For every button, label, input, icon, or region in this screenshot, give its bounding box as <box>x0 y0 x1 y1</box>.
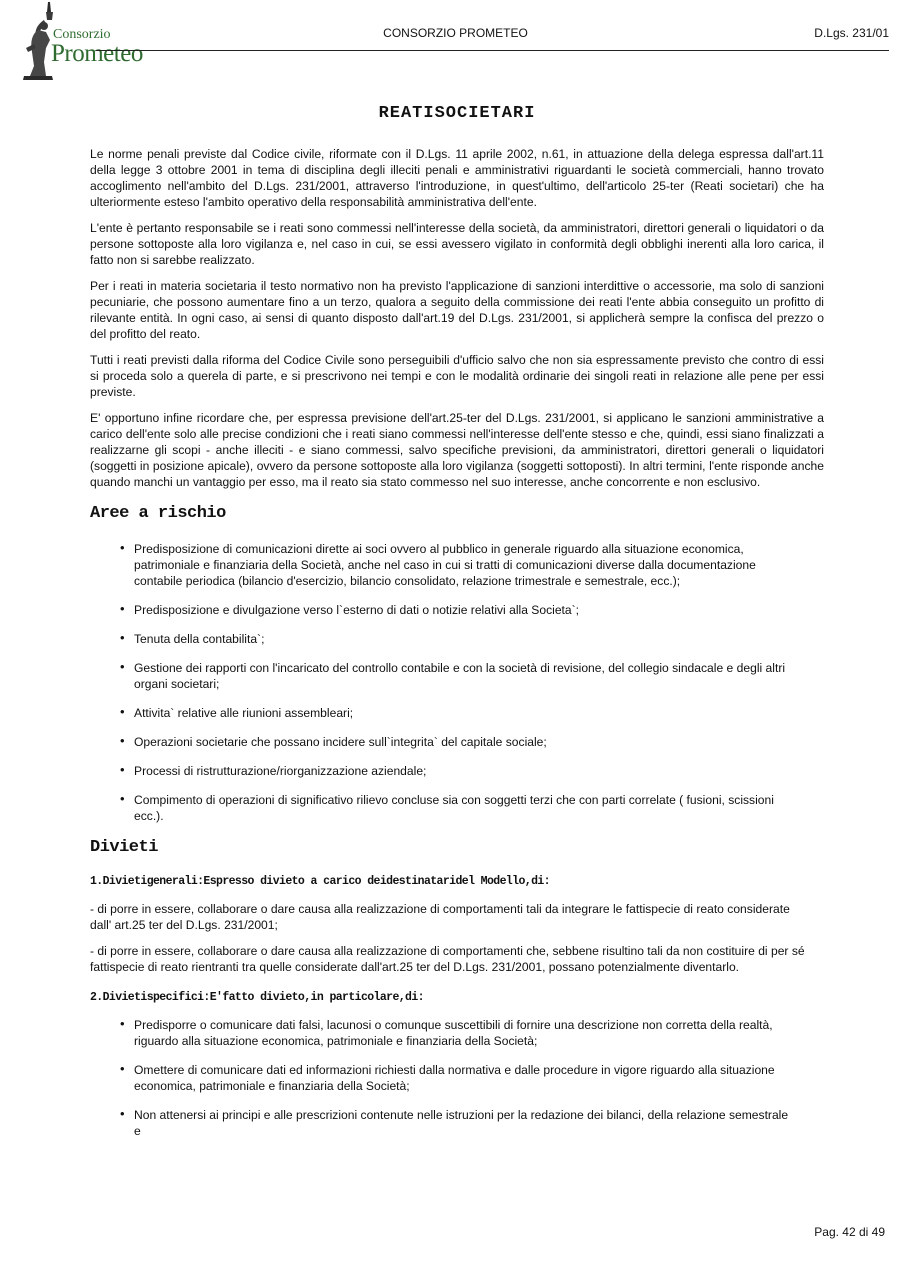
divieto-generale-item: - di porre in essere, collaborare o dare causa alla realizzazione di comportamenti che, sebbene risultino tali da non costituire di per sé fattispecie di reato rientranti tra quelle considerate dall'art.25 ter del D.Lgs. 231/2001, possano potenzialmente diventarlo. <box>90 944 805 974</box>
bullet-icon: • <box>120 704 125 719</box>
list-item: • Predisporre o comunicare dati falsi, lacunosi o comunque suscettibili di fornire una descrizione non corretta della realtà, riguardo alla situazione economica, patrimoniale e finanziaria della Società; <box>120 1016 773 1048</box>
section-heading-divieti: Divieti <box>90 838 158 857</box>
list-item: • Gestione dei rapporti con l'incaricato del controllo contabile e con la società di revisione, del collegio sindacale e degli altri organi societari; <box>120 659 786 691</box>
consorzio-prometeo-logo <box>20 0 143 82</box>
list-item: • Compimento di operazioni di significativo rilievo concluse sia con soggetti terzi che con parti correlate ( fusioni, scissioni ecc.). <box>120 791 774 823</box>
bullet-icon: • <box>120 1106 125 1121</box>
section-heading-aree: Aree a rischio <box>90 504 226 523</box>
document-body <box>90 104 824 1152</box>
intro-paragraph: E' opportuno infine ricordare che, per espressa previsione dell'art.25-ter del D.Lgs. 231/2001, si applicano le sanzioni amministrative a carico dell'ente solo alle precise condizioni che i reati siano commessi nell'interesse dell'ente stesso e che, quindi, essi siano finalizzati a realizzarne gli scopi - anche illeciti - e siano commessi, salvo specifiche previsioni, da amministratori, direttori generali o liquidatori (soggetti in posizione apicale), ovvero da persone sottoposte alla loro vigilanza (soggetti sottoposti). In altri termini, l'ente risponde anche quando manchi un vantaggio per esso, ma il reato sia stato commesso nel suo interesse, anche concorrente e non esclusivo. <box>90 411 824 489</box>
bullet-icon: • <box>120 1061 125 1076</box>
list-item: • Predisposizione di comunicazioni dirette ai soci ovvero al pubblico in generale riguardo alla situazione economica, patrimoniale e finanziaria della Società, anche nel caso in cui si tratti di comunicazioni diverse dalla documentazione contabile periodica (bilancio d'esercizio, bilancio consolidato, relazione trimestrale e semestrale, ecc.); <box>120 540 756 588</box>
list-item: • Non attenersi ai principi e alle prescrizioni contenute nelle istruzioni per la redazione dei bilanci, della relazione semestrale e <box>120 1106 789 1138</box>
intro-paragraph: Le norme penali previste dal Codice civile, riformate con il D.Lgs. 11 aprile 2002, n.61, in attuazione della delega espressa dall'art.11 della legge 3 ottobre 2001 in tema di disciplina degli illeciti penali e amministrativi riguardanti le società commerciali, hanno trovato accoglimento nell'ambito del D.Lgs. 231/2001, attraverso l'introduzione, in quest'ultimo, dell'articolo 25-ter (Reati societari) che ha ulteriormente esteso l'ambito operativo della responsabilità amministrativa dell'ente. <box>90 147 824 209</box>
divieti-specifici-heading: 2.Divietispecifici:E'fatto divieto,in particolare,di: <box>90 991 424 1004</box>
intro-paragraph: Tutti i reati previsti dalla riforma del Codice Civile sono perseguibili d'ufficio salvo che non sia espressamente previsto che contro di essi si proceda solo a querela di parte, e si prescrivono nei tempi e con le modalità ordinarie dei singoli reati in relazione alle pene per essi previste. <box>90 353 824 399</box>
page-number: Pag. 42 di 49 <box>814 1225 885 1239</box>
bullet-icon: • <box>120 630 125 645</box>
intro-paragraph: L'ente è pertanto responsabile se i reati sono commessi nell'interesse della società, da amministratori, direttori generali o liquidatori o da persone sottoposte alla loro vigilanza e, nel caso in cui, se essi avessero vigilato in conformità degli obblighi inerenti alla loro carica, il fatto non si sarebbe realizzato. <box>90 221 824 267</box>
header-right-text: D.Lgs. 231/01 <box>814 26 889 40</box>
document-title: REATISOCIETARI <box>378 104 536 123</box>
list-item: • Attivita` relative alle riunioni assembleari; <box>120 704 354 720</box>
header-center-text: CONSORZIO PROMETEO <box>383 26 528 40</box>
logo-text-top: Consorzio <box>53 27 111 42</box>
list-item: • Predisposizione e divulgazione verso l`esterno di dati o notizie relativi alla Societa`; <box>120 601 580 617</box>
bullet-icon: • <box>120 791 125 806</box>
list-item: • Processi di ristrutturazione/riorganizzazione aziendale; <box>120 762 427 778</box>
divieto-generale-item: - di porre in essere, collaborare o dare causa alla realizzazione di comportamenti tali da integrare le fattispecie di reato considerate dall' art.25 ter del D.Lgs. 231/2001; <box>90 902 790 932</box>
bullet-icon: • <box>120 733 125 748</box>
aree-rischio-list <box>90 541 824 824</box>
bullet-icon: • <box>120 540 125 555</box>
logo-text-bottom: Prometeo <box>51 40 143 67</box>
intro-paragraph: Per i reati in materia societaria il testo normativo non ha previsto l'applicazione di sanzioni interdittive o accessorie, ma solo di sanzioni pecuniarie, che possono aumentare fino a un terzo, qualora a seguito della commissione dei reati l'ente abbia conseguito un profitto di rilevante entità. In ogni caso, ai sensi di quanto disposto dall'art.19 del D.Lgs. 231/2001, si applicherà sempre la confisca del prezzo o del profitto del reato. <box>90 279 824 341</box>
list-item: • Omettere di comunicare dati ed informazioni richiesti dalla normativa e dalle procedure in vigore riguardo alla situazione economica, patrimoniale e finanziaria della Società; <box>120 1061 775 1093</box>
bullet-icon: • <box>120 1016 125 1031</box>
bullet-icon: • <box>120 762 125 777</box>
bullet-icon: • <box>120 601 125 616</box>
bullet-icon: • <box>120 659 125 674</box>
divieti-generali-heading: 1.Divietigenerali:Espresso divieto a carico deidestinataridel Modello,di: <box>90 875 550 888</box>
header-divider <box>96 50 889 51</box>
list-item: • Tenuta della contabilita`; <box>120 630 265 646</box>
divieti-specifici-list <box>90 1017 824 1139</box>
list-item: • Operazioni societarie che possano incidere sull`integrita` del capitale sociale; <box>120 733 547 749</box>
